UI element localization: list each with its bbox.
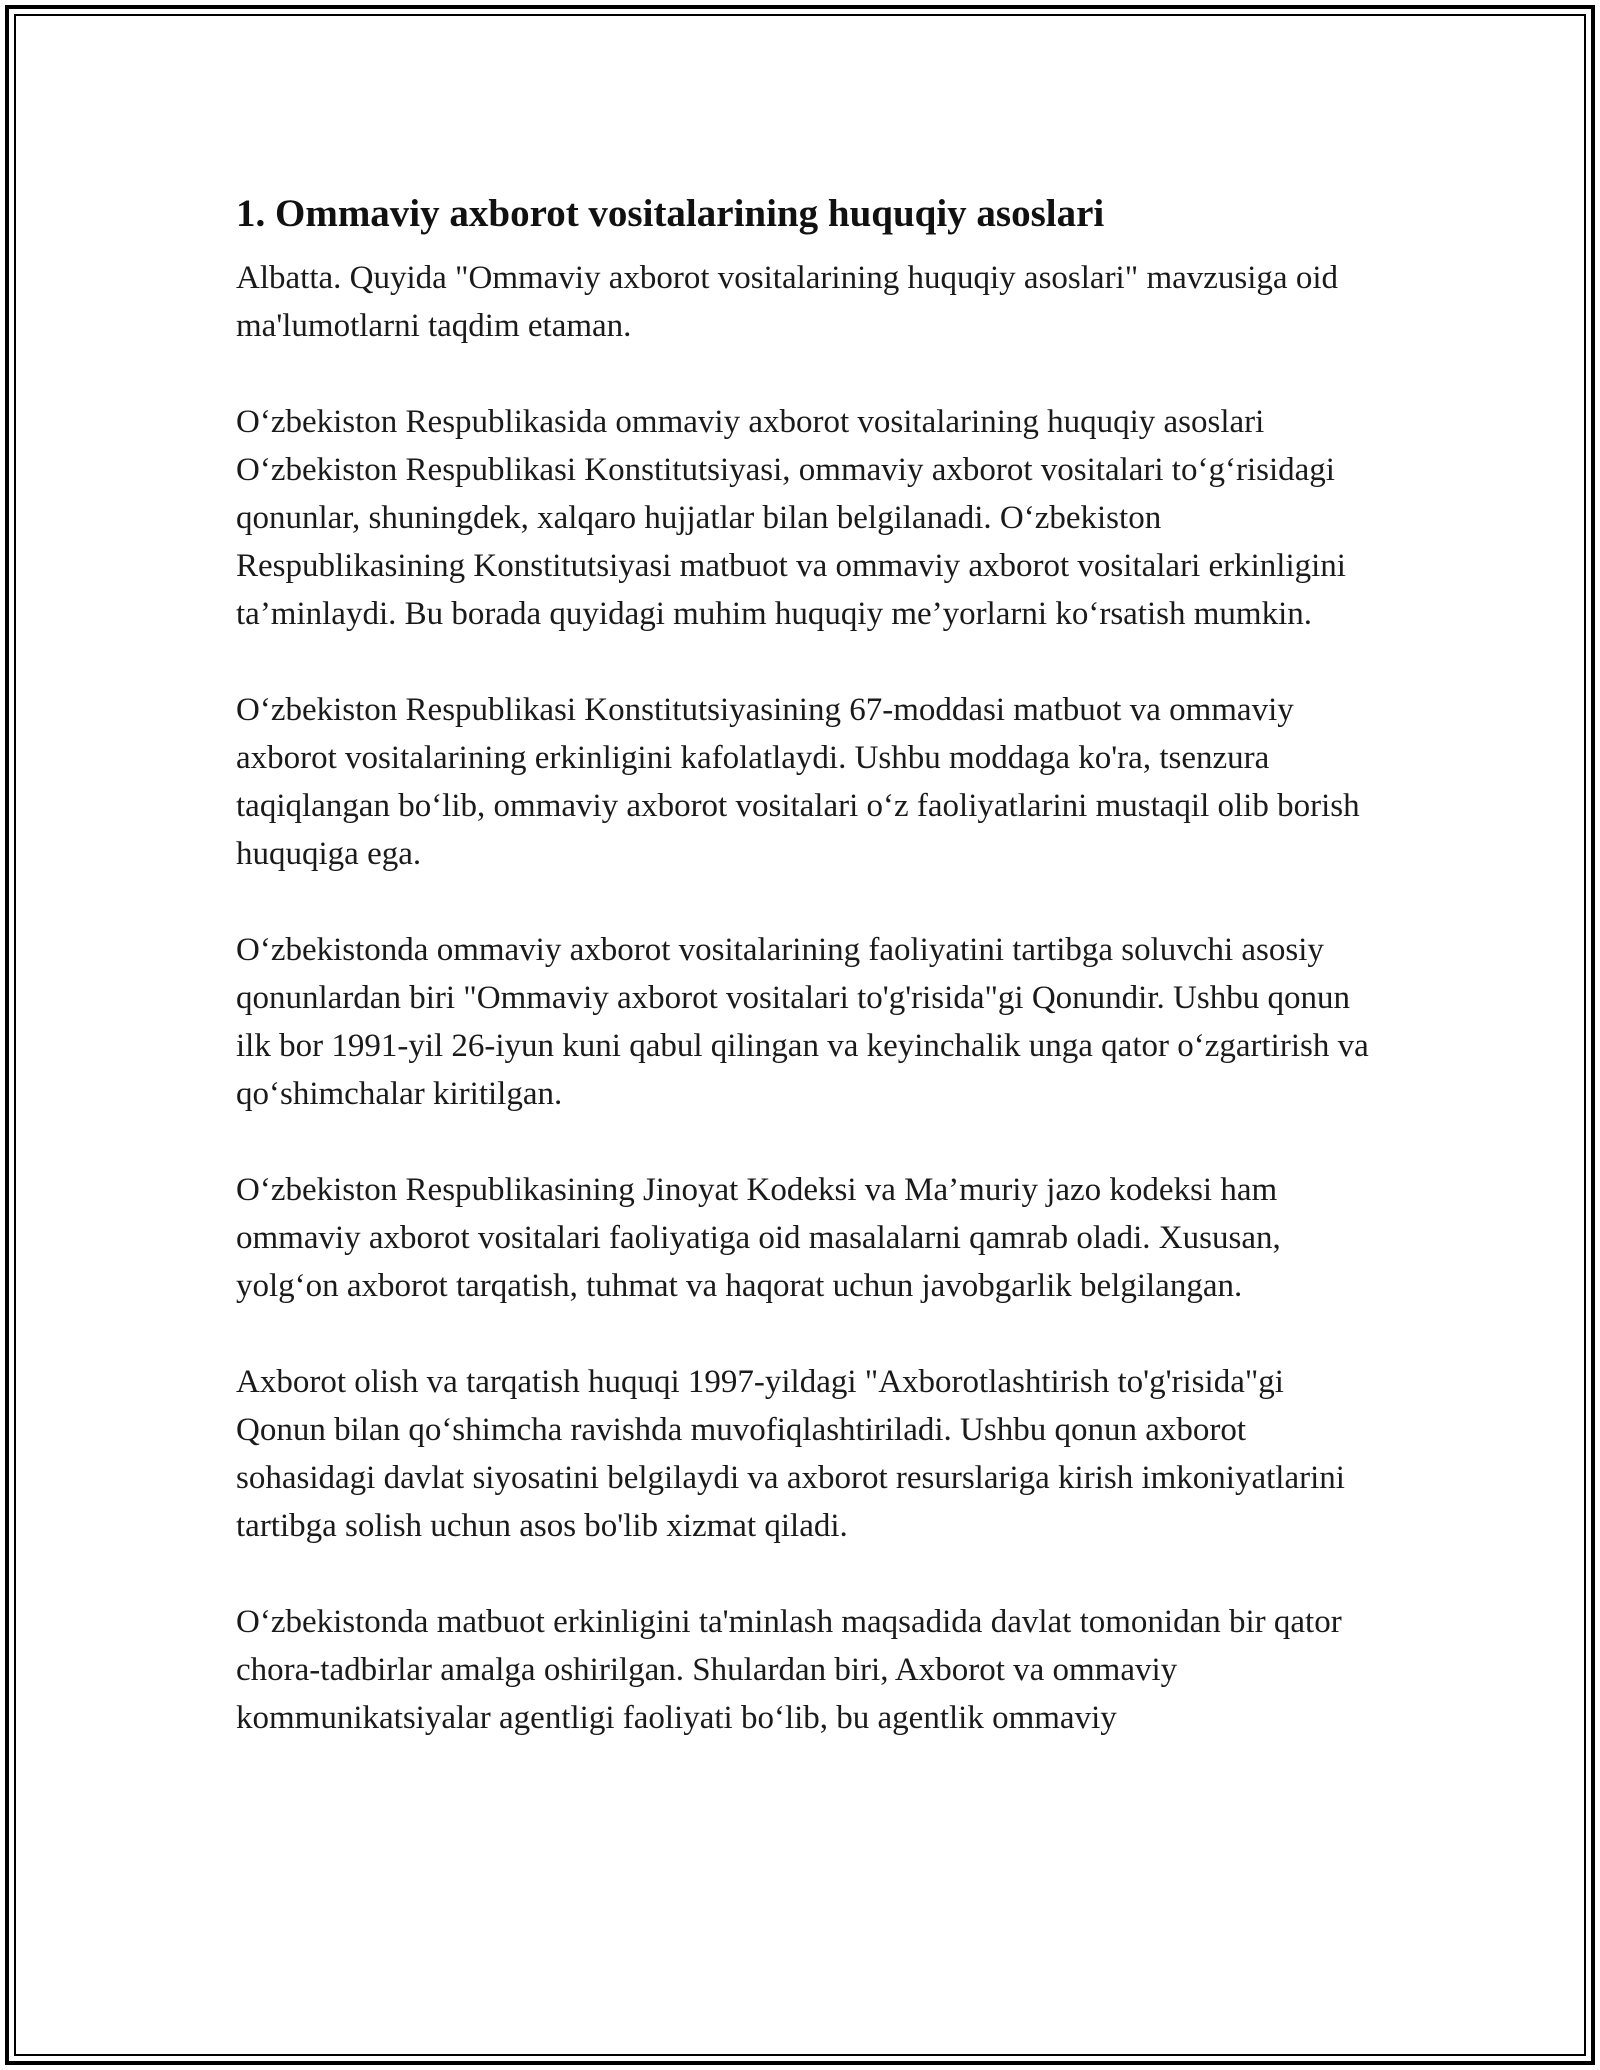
- paragraph-press-freedom: O‘zbekistonda matbuot erkinligini ta'minlash maqsadida davlat tomonidan bir qator chora-tadbirlar amalga oshirilgan. Shulardan biri, Axborot va ommaviy kommunikatsiyalar agentligi faoliyati bo‘lib, bu agentlik ommaviy: [236, 1604, 1342, 1736]
- paragraph-media-law: O‘zbekistonda ommaviy axborot vositalarining faoliyatini tartibga soluvchi asosiy qonunlardan biri "Ommaviy axborot vositalari to'g'risida"gi Qonundir. Ushbu qonun ilk bor 1991-yil 26-iyun kuni qabul qilingan va keyinchalik unga qator o‘zgartirish va qo‘shimchalar kiritilgan.: [236, 932, 1369, 1112]
- document-body: [236, 186, 1376, 1742]
- paragraph-article-67: O‘zbekiston Respublikasi Konstitutsiyasining 67-moddasi matbuot va ommaviy axborot vositalarining erkinligini kafolatlaydi. Ushbu moddaga ko'ra, tsenzura taqiqlangan bo‘lib, ommaviy axborot vositalari o‘z faoliyatlarini mustaqil olib borish huquqiga ega.: [236, 692, 1360, 872]
- paragraph-criminal-code: O‘zbekiston Respublikasining Jinoyat Kodeksi va Ma’muriy jazo kodeksi ham ommaviy axborot vositalari faoliyatiga oid masalalarni qamrab oladi. Xususan, yolg‘on axborot tarqatish, tuhmat va haqorat uchun javobgarlik belgilangan.: [236, 1172, 1281, 1304]
- paragraph-legal-basis: O‘zbekiston Respublikasida ommaviy axborot vositalarining huquqiy asoslari O‘zbekiston Respublikasi Konstitutsiyasi, ommaviy axborot vositalari to‘g‘risidagi qonunlar, shuningdek, xalqaro hujjatlar bilan belgilanadi. O‘zbekiston Respublikasining Konstitutsiyasi matbuot va ommaviy axborot vositalari erkinligini ta’minlaydi. Bu borada quyidagi muhim huquqiy me’yorlarni ko‘rsatish mumkin.: [236, 404, 1346, 632]
- document-title: 1. Ommaviy axborot vositalarining huquqiy asoslari: [236, 192, 1105, 235]
- paragraph-informatization-law: Axborot olish va tarqatish huquqi 1997-yildagi "Axborotlashtirish to'g'risida"gi Qonun bilan qo‘shimcha ravishda muvofiqlashtiriladi. Ushbu qonun axborot sohasidagi davlat siyosatini belgilaydi va axborot resurslariga kirish imkoniyatlarini tartibga solish uchun asos bo'lib xizmat qiladi.: [236, 1364, 1345, 1544]
- paragraph-intro: Albatta. Quyida "Ommaviy axborot vositalarining huquqiy asoslari" mavzusiga oid ma'lumotlarni taqdim etaman.: [236, 260, 1338, 344]
